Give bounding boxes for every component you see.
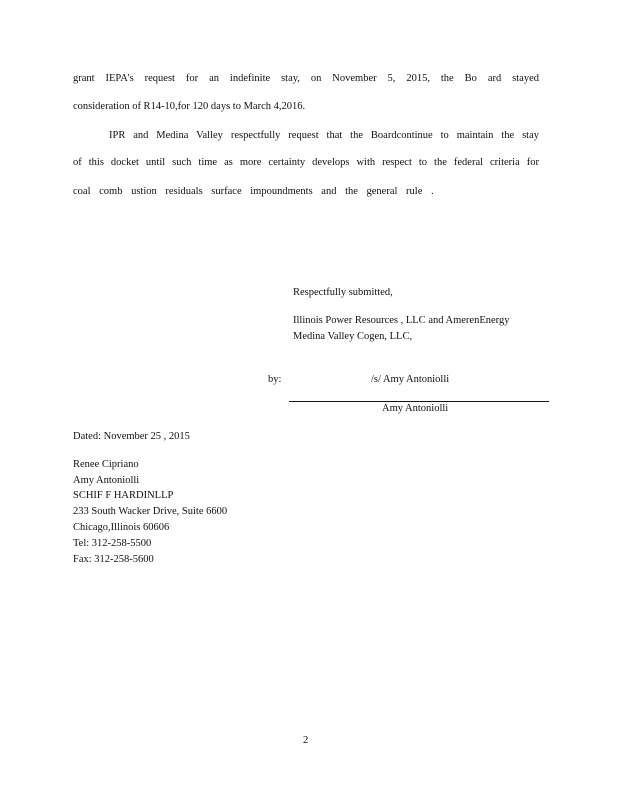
electronic-signature: /s/ Amy Antoniolli bbox=[371, 374, 450, 385]
paragraph-1-line-2: consideration of R14-10,for 120 days to March 4,2016. bbox=[73, 101, 306, 112]
paragraph-2-line-1: IPR and Medina Valley respectfully request that the Boardcontinue to maintain the stay bbox=[109, 130, 539, 141]
signature-party-line-1: Illinois Power Resources , LLC and AmerenEnergy bbox=[293, 315, 510, 326]
page-number: 2 bbox=[303, 735, 309, 746]
signature-closing: Respectfully submitted, bbox=[293, 287, 393, 298]
contact-line: Renee Cipriano bbox=[73, 459, 139, 470]
signature-by-label: by: bbox=[268, 374, 282, 385]
contact-line: SCHIF F HARDINLLP bbox=[73, 490, 174, 501]
signature-line bbox=[289, 401, 549, 402]
contact-line: Tel: 312-258-5500 bbox=[73, 538, 152, 549]
signer-name: Amy Antoniolli bbox=[382, 403, 449, 414]
signature-party-line-2: Medina Valley Cogen, LLC, bbox=[293, 331, 413, 342]
paragraph-1-line-1: grant IEPA’s request for an indefinite stay, on November 5, 2015, the Bo ard stayed bbox=[73, 73, 539, 84]
contact-line: Fax: 312-258-5600 bbox=[73, 554, 154, 565]
contact-line: 233 South Wacker Drive, Suite 6600 bbox=[73, 506, 228, 517]
paragraph-2-line-2: of this docket until such time as more certainty develops with respect to the federal criteria for bbox=[73, 157, 539, 168]
paragraph-2-line-3: coal comb ustion residuals surface impoundments and the general rule . bbox=[73, 186, 434, 197]
contact-line: Amy Antoniolli bbox=[73, 475, 140, 486]
contact-line: Chicago,Illinois 60606 bbox=[73, 522, 170, 533]
dated-line: Dated: November 25 , 2015 bbox=[73, 431, 190, 442]
